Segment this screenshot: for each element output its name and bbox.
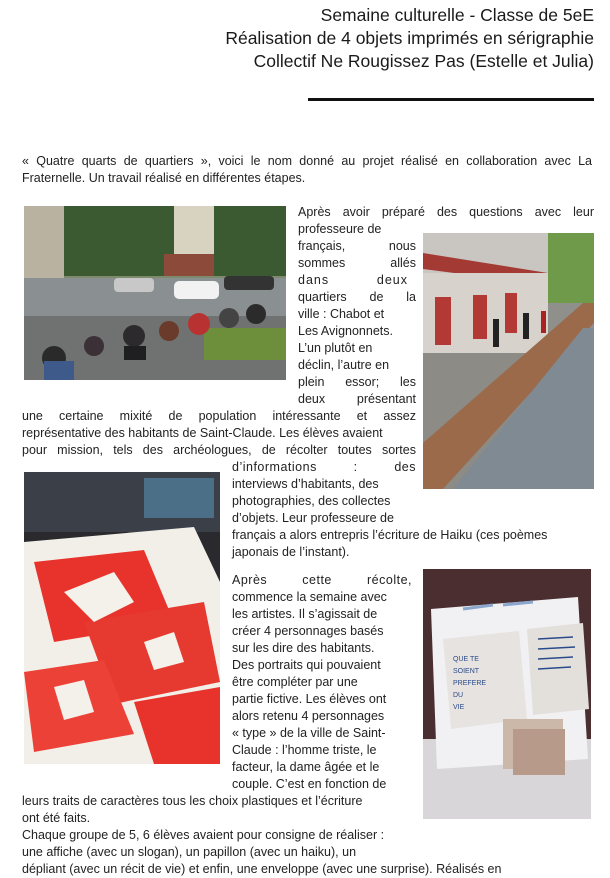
para2-line-8: partie fictive. Les élèves ont	[232, 692, 387, 706]
photo-building-walkway	[423, 233, 594, 489]
header-divider	[308, 98, 594, 101]
para2-line-2: commence la semaine avec	[232, 590, 387, 604]
para1-wide-line-3: pour mission, tels des archéologues, de récolter toutes sortes	[22, 443, 416, 457]
para3-line-1: Chaque groupe de 5, 6 élèves avaient pour consigne de réaliser :	[22, 828, 385, 842]
para3-line-2: une affiche (avec un slogan), un papillon (avec un haiku), un	[22, 845, 357, 859]
para1-mid-line-2: interviews d’habitants, des	[232, 477, 379, 491]
para1-mid-line-4: d’objets. Leur professeure de	[232, 511, 394, 525]
handwritten-line-1: QUE TE	[453, 656, 479, 663]
para1-wide-line-2: représentative des habitants de Saint-Claude. Les élèves avaient	[22, 426, 383, 440]
para1-line-9: L’un plutôt en	[298, 341, 373, 355]
para1-end-line-1: français a alors entrepris l’écriture de Haiku (ces poèmes	[232, 528, 548, 542]
handwritten-line-5: VIE	[453, 704, 465, 711]
handwritten-line-2: SOIENT	[453, 668, 480, 675]
para2-line-4: créer 4 personnages basés	[232, 624, 384, 638]
para1-mid-line-1: d’informations : des	[232, 460, 416, 474]
para2-line-10: « type » de la ville de Saint-	[232, 726, 386, 740]
para2-line-9: alors retenu 4 personnages	[232, 709, 385, 723]
para1-line-11: plein essor; les	[298, 375, 416, 389]
header-line-3: Collectif Ne Rougissez Pas (Estelle et Julia)	[253, 51, 594, 71]
para1-line-10: déclin, l’autre en	[298, 358, 390, 372]
photo-red-prints	[24, 472, 220, 764]
para2-wide-line-2: ont été faits.	[22, 811, 91, 825]
document-header	[225, 4, 594, 73]
photo-students-courtyard	[24, 206, 286, 380]
para1-line-1: Après avoir préparé des questions avec leur	[298, 205, 594, 219]
para2-line-7: être compléter par une	[232, 675, 358, 689]
para1-line-2: professeure de	[298, 222, 382, 236]
para2-line-6: Des portraits qui pouvaient	[232, 658, 381, 672]
para1-line-3: français, nous	[298, 239, 416, 253]
handwritten-line-4: DU	[453, 692, 464, 699]
header-line-1: Semaine culturelle - Classe de 5eE	[320, 5, 594, 25]
para1-line-5: dans deux	[298, 273, 408, 287]
para1-line-12: deux présentant	[298, 392, 416, 406]
para2-line-11: Claude : l’homme triste, le	[232, 743, 377, 757]
para1-mid-line-3: photographies, des collectes	[232, 494, 391, 508]
para1-end-line-2: japonais de l’instant).	[232, 545, 350, 559]
photo-printed-objects	[423, 569, 591, 819]
header-line-2: Réalisation de 4 objets imprimés en sérigraphie	[225, 28, 594, 48]
intro-paragraph: « Quatre quarts de quartiers », voici le nom donné au projet réalisé en collaboration avec La Fraternelle. Un travail réalisé en différentes étapes.	[22, 154, 592, 185]
para2-line-1: Après cette récolte,	[232, 573, 412, 587]
para2-line-12: facteur, la dame âgée et le	[232, 760, 380, 774]
para2-wide-line-1: leurs traits de caractères tous les choix plastiques et l’écriture	[22, 794, 363, 808]
para2-line-3: les artistes. Il s’agissait de	[232, 607, 378, 621]
para1-line-6: quartiers de la	[298, 290, 416, 304]
para1-line-8: Les Avignonnets.	[298, 324, 393, 338]
handwritten-line-3: PREFERE	[453, 680, 487, 687]
para1-line-4: sommes allés	[298, 256, 416, 270]
para1-wide-line-1: une certaine mixité de population intéressante et assez	[22, 409, 416, 423]
para1-line-7: ville : Chabot et	[298, 307, 385, 321]
para2-line-13: couple. C’est en fonction de	[232, 777, 387, 791]
para2-line-5: sur les dire des habitants.	[232, 641, 375, 655]
para3-line-3: dépliant (avec un récit de vie) et enfin, une enveloppe (avec une surprise). Réalisés en	[22, 862, 502, 876]
